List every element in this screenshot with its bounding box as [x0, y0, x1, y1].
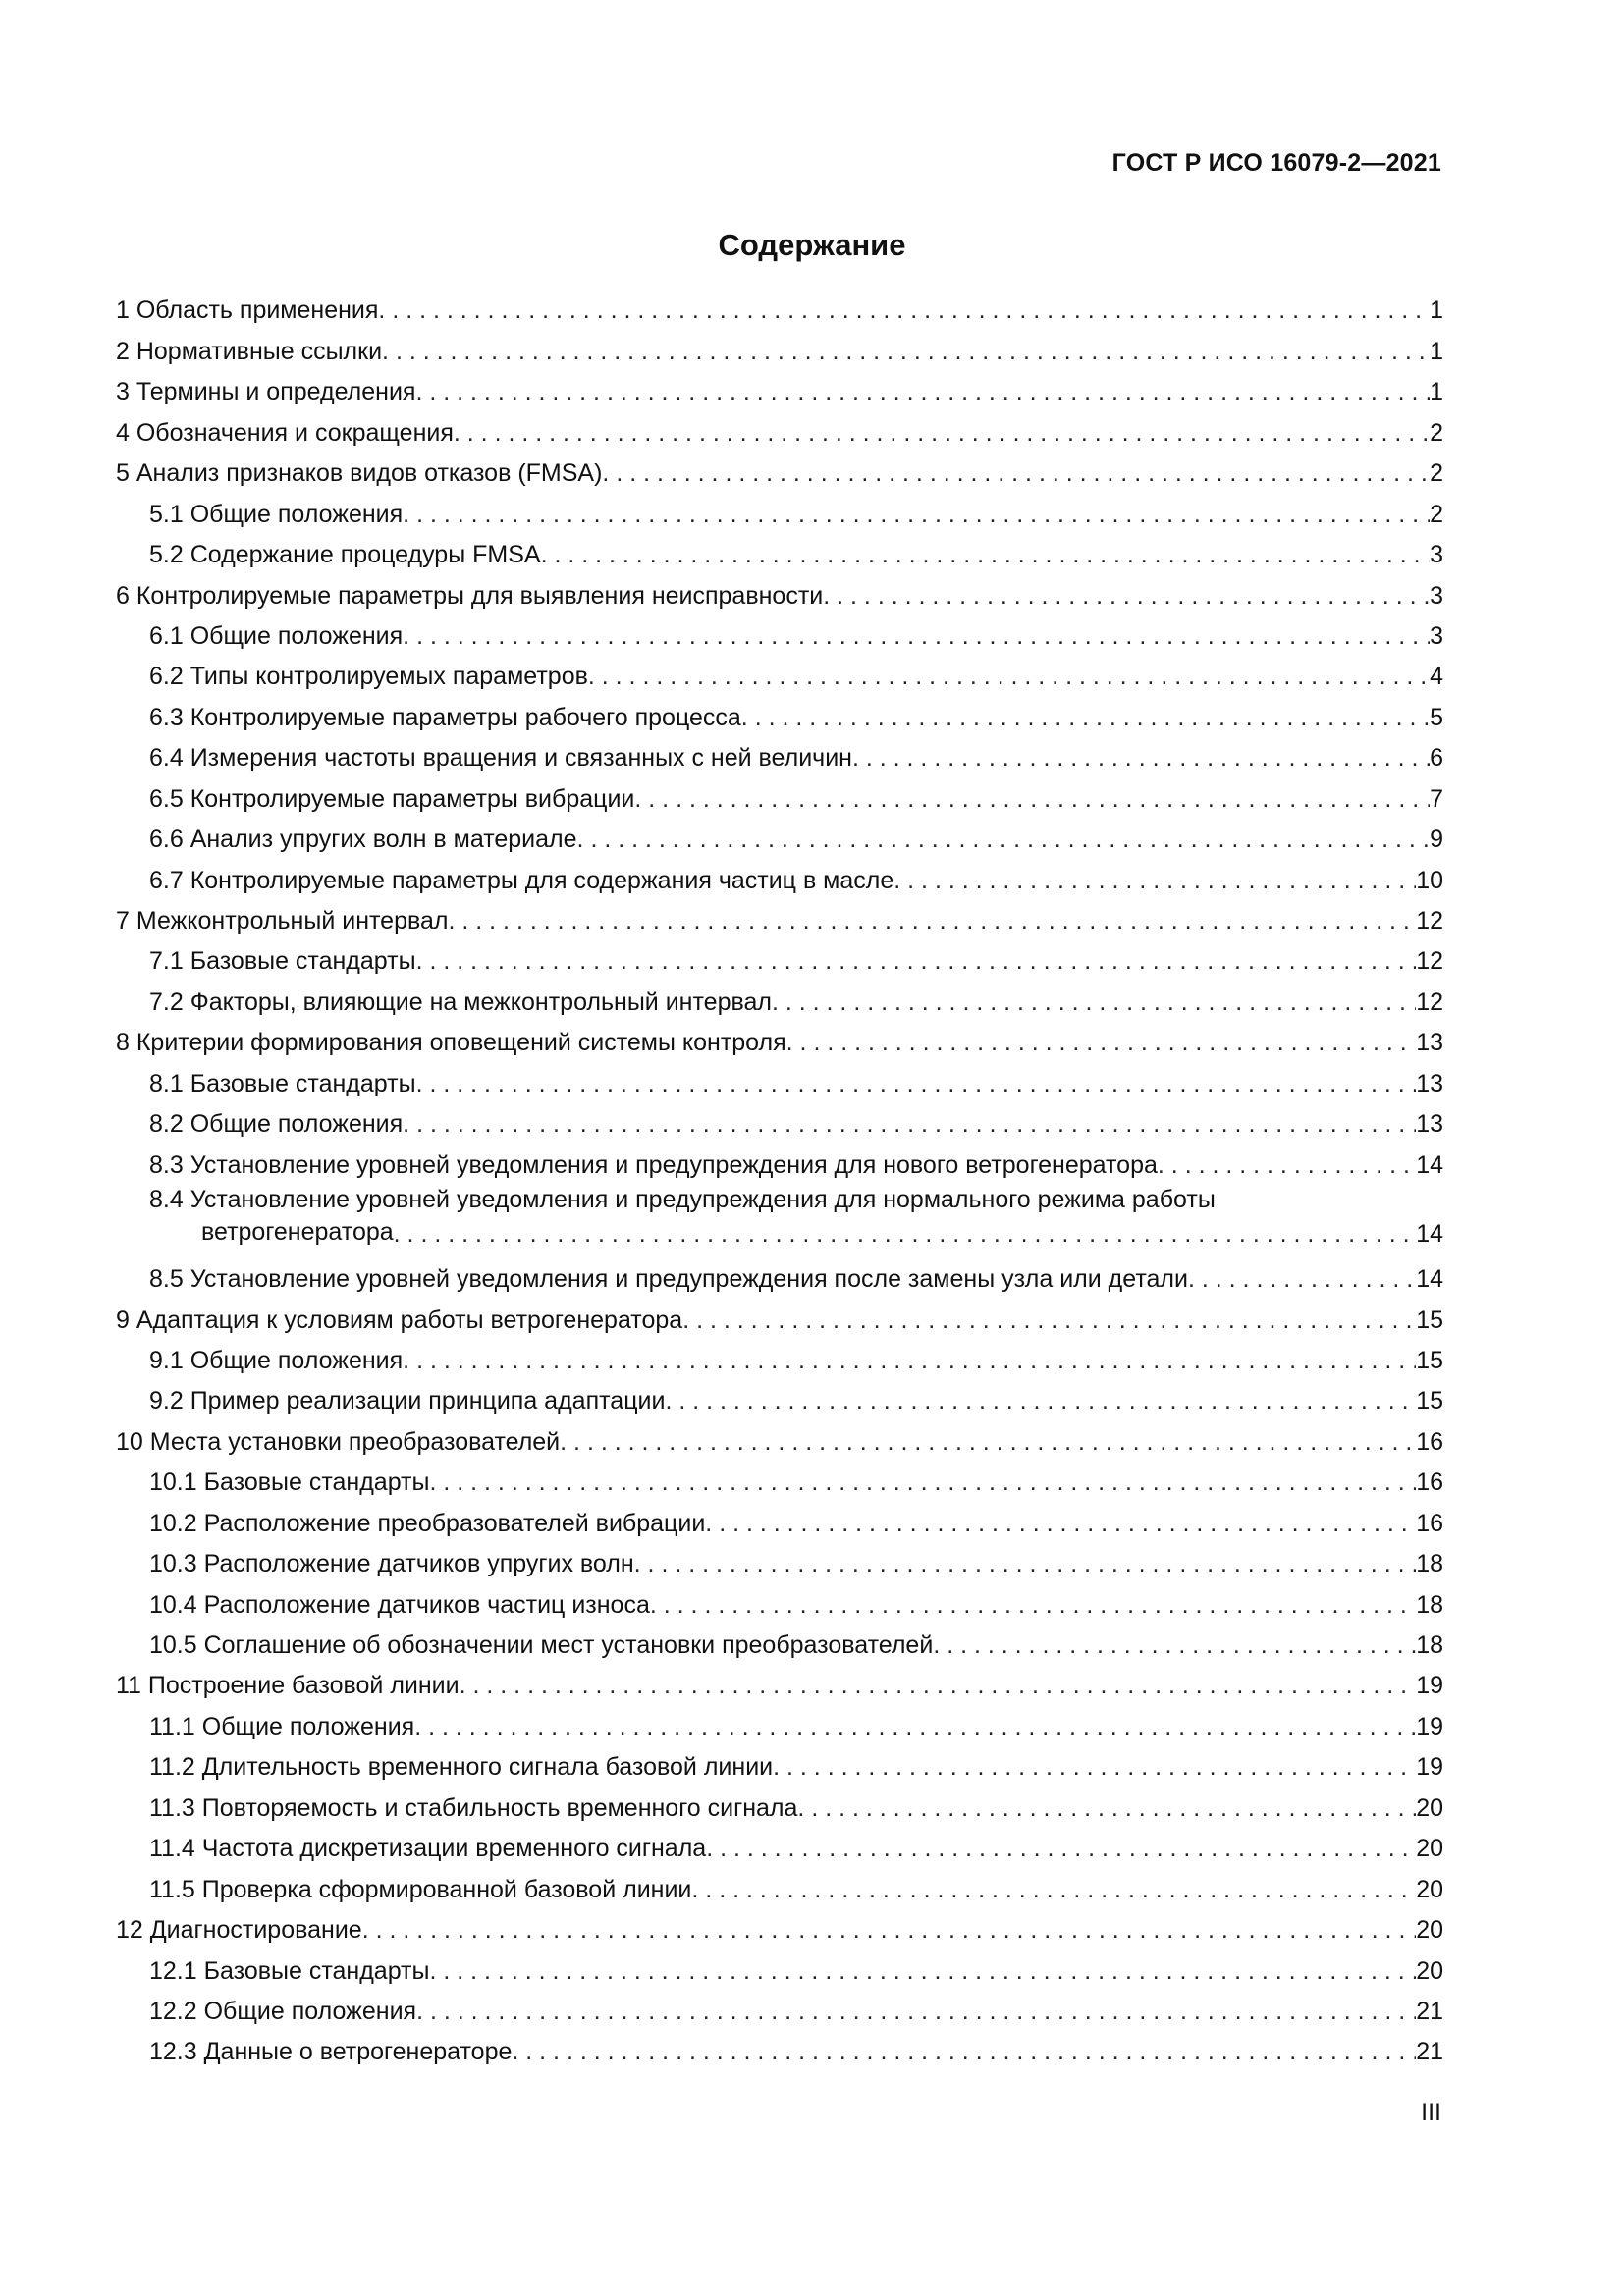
toc-entry-title: 9.2 Пример реализации принципа адаптации — [149, 1387, 666, 1415]
toc-entry-page: 10 — [1416, 866, 1443, 894]
toc-entry-title: 5.1 Общие положения — [149, 500, 404, 528]
toc-entry[interactable] — [116, 611, 1443, 651]
toc-entry[interactable] — [116, 1375, 1443, 1415]
dot-leader — [460, 1672, 1417, 1700]
toc-entry-title: 8.2 Общие положения — [149, 1110, 404, 1139]
toc-entry[interactable] — [116, 1863, 1443, 1903]
toc-entry-title: 10.4 Расположение датчиков частиц износа — [149, 1590, 650, 1619]
toc-entry-title: 9 Адаптация к условиям работы ветрогенератора — [116, 1306, 683, 1334]
toc-entry-page: 18 — [1416, 1590, 1443, 1619]
toc-entry-title: 12.2 Общие положения — [149, 1997, 417, 2025]
toc-entry[interactable] — [116, 285, 1443, 325]
dot-leader — [541, 541, 1431, 569]
toc-entry-title: 8.4 Установление уровней уведомления и предупреждения для нормального режима работы — [149, 1185, 1216, 1213]
toc-entry[interactable] — [116, 895, 1443, 935]
toc-entry-page: 16 — [1416, 1468, 1443, 1497]
toc-entry-page: 13 — [1416, 1110, 1443, 1139]
toc-entry[interactable] — [116, 1945, 1443, 1985]
dot-leader — [362, 1916, 1417, 1945]
toc-entry-title: 9.1 Общие положения — [149, 1346, 404, 1374]
toc-entry-page: 16 — [1416, 1509, 1443, 1537]
dot-leader — [634, 785, 1430, 814]
dot-leader — [823, 582, 1430, 611]
toc-entry-page: 12 — [1416, 988, 1443, 1016]
page-title: Содержание — [718, 228, 906, 262]
dot-leader — [797, 1794, 1416, 1823]
toc-entry-page: 18 — [1416, 1550, 1443, 1578]
dot-leader — [893, 867, 1416, 895]
toc-entry-title: 4 Обозначения и сокращения — [116, 418, 454, 447]
toc-entry[interactable] — [116, 651, 1443, 691]
toc-entry-title: 11 Построение базовой линии — [116, 1672, 460, 1700]
toc-entry-title: 6.4 Измерения частоты вращения и связанных с ней величин — [149, 744, 852, 773]
toc-entry-page: 20 — [1416, 1916, 1443, 1945]
toc-entry-title: 11.3 Повторяемость и стабильность временного сигнала — [149, 1793, 798, 1822]
dot-leader — [560, 1428, 1416, 1457]
toc-entry[interactable] — [116, 1497, 1443, 1537]
dot-leader — [382, 338, 1430, 366]
toc-entry-title: 7.2 Факторы, влияющие на межконтрольный интервал — [149, 988, 772, 1016]
dot-leader — [741, 704, 1430, 732]
toc-entry[interactable] — [116, 1335, 1443, 1375]
toc-entry-title: 6.2 Типы контролируемых параметров — [149, 663, 588, 691]
dot-leader — [602, 459, 1430, 488]
page-number: III — [1421, 2099, 1441, 2126]
toc-entry[interactable] — [116, 1457, 1443, 1497]
toc-entry-page: 20 — [1416, 1793, 1443, 1822]
toc-entry-page: 19 — [1416, 1753, 1443, 1782]
dot-leader — [665, 1387, 1416, 1415]
dot-leader — [454, 419, 1430, 448]
toc-entry-title: 5 Анализ признаков видов отказов (FMSA) — [116, 459, 603, 488]
toc-entry-title: 11.2 Длительность временного сигнала базовой линии — [149, 1753, 774, 1782]
toc-entry[interactable] — [116, 1823, 1443, 1863]
dot-leader — [394, 1220, 1417, 1249]
toc-entry-page: 1 — [1430, 296, 1443, 325]
dot-leader — [852, 744, 1430, 773]
toc-entry-title: 11.1 Общие положения — [149, 1712, 415, 1740]
dot-leader — [414, 1713, 1416, 1741]
toc-entry[interactable] — [116, 732, 1443, 773]
toc-entry-title: 6.1 Общие положения — [149, 621, 404, 650]
toc-entry-title: 11.4 Частота дискретизации временного сигнала — [149, 1835, 707, 1863]
toc-entry[interactable] — [116, 448, 1443, 488]
dot-leader — [415, 378, 1430, 406]
toc-entry-title: 12.3 Данные о ветрогенераторе — [149, 2038, 513, 2066]
toc-entry-page: 9 — [1430, 826, 1443, 854]
toc-entry-title: 12.1 Базовые стандарты — [149, 1956, 430, 1985]
toc-entry-page: 13 — [1416, 1069, 1443, 1097]
toc-entry-page: 15 — [1416, 1387, 1443, 1415]
toc-entry-page: 21 — [1416, 2038, 1443, 2066]
dot-leader — [403, 1347, 1416, 1375]
dot-leader — [448, 907, 1416, 935]
toc-entry-page: 14 — [1416, 1265, 1443, 1294]
toc-entry[interactable] — [116, 325, 1443, 365]
toc-entry-title: 6.6 Анализ упругих волн в материале — [149, 826, 577, 854]
toc-entry[interactable] — [116, 1538, 1443, 1578]
toc-entry[interactable] — [116, 1660, 1443, 1700]
toc-entry-title: 7.1 Базовые стандарты — [149, 947, 416, 976]
toc-entry-page: 19 — [1416, 1672, 1443, 1700]
toc-entry-page: 4 — [1430, 663, 1443, 691]
toc-entry-page: 1 — [1430, 378, 1443, 406]
toc-entry-title: 6.5 Контролируемые параметры вибрации — [149, 784, 635, 813]
toc-entry[interactable] — [116, 773, 1443, 813]
dot-leader — [691, 1876, 1416, 1904]
toc-entry-title: 11.5 Проверка сформированной базовой линии — [149, 1875, 692, 1903]
toc-entry-page: 21 — [1416, 1997, 1443, 2025]
toc-entry-title: 8.5 Установление уровней уведомления и предупреждения после замены узла или детали — [149, 1265, 1188, 1294]
toc-entry[interactable] — [116, 1782, 1443, 1822]
toc-entry-title: 7 Межконтрольный интервал — [116, 907, 449, 934]
toc-entry-page: 14 — [1416, 1219, 1443, 1248]
toc-entry[interactable] — [116, 2026, 1443, 2066]
toc-entry-title: 8 Критерии формирования оповещений системы контроля — [116, 1029, 786, 1057]
toc-entry-title: 8.3 Установление уровней уведомления и предупреждения для нового ветрогенератора — [149, 1150, 1158, 1179]
toc-entry-title: 5.2 Содержание процедуры FMSA — [149, 541, 541, 569]
toc-entry-title: 12 Диагностирование — [116, 1916, 362, 1945]
toc-entry-title: 10.5 Соглашение об обозначении мест установки преобразователей — [149, 1631, 934, 1659]
toc-entry-title: 10 Места установки преобразователей — [116, 1427, 561, 1456]
toc-entry-page: 12 — [1416, 947, 1443, 976]
dot-leader — [416, 1070, 1417, 1098]
toc-entry-title: 6.7 Контролируемые параметры для содержания частиц в масле — [149, 866, 894, 894]
toc-entry[interactable] — [116, 854, 1443, 894]
toc-entry-page: 2 — [1430, 459, 1443, 488]
dot-leader — [416, 1998, 1416, 2026]
toc-entry-title: 6 Контролируемые параметры для выявления неисправности — [116, 581, 824, 610]
toc-entry-title: 3 Термины и определения — [116, 378, 416, 406]
toc-entry-page: 13 — [1416, 1029, 1443, 1057]
toc-entry-page: 3 — [1430, 581, 1443, 610]
dot-leader — [772, 988, 1416, 1017]
dot-leader — [682, 1307, 1416, 1335]
toc-entry[interactable] — [116, 1700, 1443, 1740]
toc-entry-page: 6 — [1430, 744, 1443, 773]
toc-entry-page: 15 — [1416, 1306, 1443, 1334]
toc-entry[interactable] — [116, 1904, 1443, 1945]
toc-entry-title: 8.1 Базовые стандарты — [149, 1069, 416, 1097]
dot-leader — [588, 663, 1430, 691]
dot-leader — [634, 1550, 1417, 1578]
dot-leader — [705, 1510, 1416, 1538]
toc-entry[interactable] — [116, 529, 1443, 569]
toc-entry[interactable] — [116, 569, 1443, 610]
toc-entry[interactable] — [116, 1415, 1443, 1456]
toc-entry[interactable] — [116, 1139, 1443, 1179]
toc-entry-page: 20 — [1416, 1956, 1443, 1985]
toc-entry[interactable] — [116, 935, 1443, 976]
toc-entry[interactable] — [116, 814, 1443, 854]
toc-entry[interactable] — [116, 366, 1443, 406]
toc-entry-page: 7 — [1430, 784, 1443, 813]
toc-entry[interactable] — [116, 1578, 1443, 1619]
dot-leader — [416, 947, 1417, 976]
toc-entry-page: 1 — [1430, 337, 1443, 365]
toc-entry-page: 16 — [1416, 1427, 1443, 1456]
toc-entry[interactable] — [116, 1986, 1443, 2026]
toc-entry[interactable] — [116, 1294, 1443, 1334]
toc-entry-title: 10.2 Расположение преобразователей вибрации — [149, 1509, 706, 1537]
dot-leader — [773, 1753, 1416, 1782]
toc-entry-title: 10.3 Расположение датчиков упругих волн — [149, 1550, 634, 1578]
toc-entry-page: 5 — [1430, 703, 1443, 731]
toc-entry-page: 20 — [1416, 1835, 1443, 1863]
dot-leader — [577, 826, 1431, 854]
toc-entry-title-continuation: ветрогенератора — [201, 1217, 394, 1246]
toc-entry-page: 18 — [1416, 1631, 1443, 1659]
dot-leader — [378, 296, 1430, 325]
dot-leader — [429, 1957, 1416, 1986]
dot-leader — [706, 1835, 1416, 1863]
dot-leader — [933, 1631, 1416, 1660]
toc-entry[interactable] — [116, 1180, 1443, 1254]
toc-entry[interactable] — [116, 488, 1443, 528]
dot-leader — [1158, 1151, 1416, 1180]
toc-entry[interactable] — [116, 1741, 1443, 1782]
toc-entry-page: 15 — [1416, 1346, 1443, 1374]
toc-entry[interactable] — [116, 691, 1443, 731]
toc-entry-page: 2 — [1430, 418, 1443, 447]
document-code-header: ГОСТ Р ИСО 16079-2—2021 — [1111, 149, 1441, 177]
dot-leader — [512, 2038, 1416, 2066]
dot-leader — [650, 1591, 1416, 1620]
dot-leader — [403, 1110, 1416, 1139]
dot-leader — [429, 1468, 1416, 1497]
table-of-contents — [116, 285, 1443, 2066]
toc-entry-title: 10.1 Базовые стандарты — [149, 1468, 430, 1497]
toc-entry[interactable] — [116, 406, 1443, 447]
toc-entry[interactable] — [116, 1057, 1443, 1097]
dot-leader — [403, 501, 1430, 529]
dot-leader — [786, 1029, 1417, 1057]
toc-entry-title: 1 Область применения — [116, 296, 379, 325]
toc-entry-title: 2 Нормативные ссылки — [116, 337, 383, 365]
toc-entry-page: 2 — [1430, 500, 1443, 528]
toc-entry-page: 12 — [1416, 907, 1443, 934]
toc-entry[interactable] — [116, 1620, 1443, 1660]
toc-entry[interactable] — [116, 976, 1443, 1016]
dot-leader — [1188, 1265, 1416, 1294]
toc-entry[interactable] — [116, 1017, 1443, 1057]
toc-entry-page: 3 — [1430, 541, 1443, 569]
toc-entry-page: 19 — [1416, 1712, 1443, 1740]
toc-entry-page: 14 — [1416, 1150, 1443, 1179]
toc-entry-page: 3 — [1430, 621, 1443, 650]
toc-entry[interactable] — [116, 1254, 1443, 1294]
toc-entry-title: 6.3 Контролируемые параметры рабочего процесса — [149, 703, 741, 731]
toc-entry[interactable] — [116, 1098, 1443, 1139]
dot-leader — [403, 622, 1430, 651]
toc-entry-page: 20 — [1416, 1875, 1443, 1903]
